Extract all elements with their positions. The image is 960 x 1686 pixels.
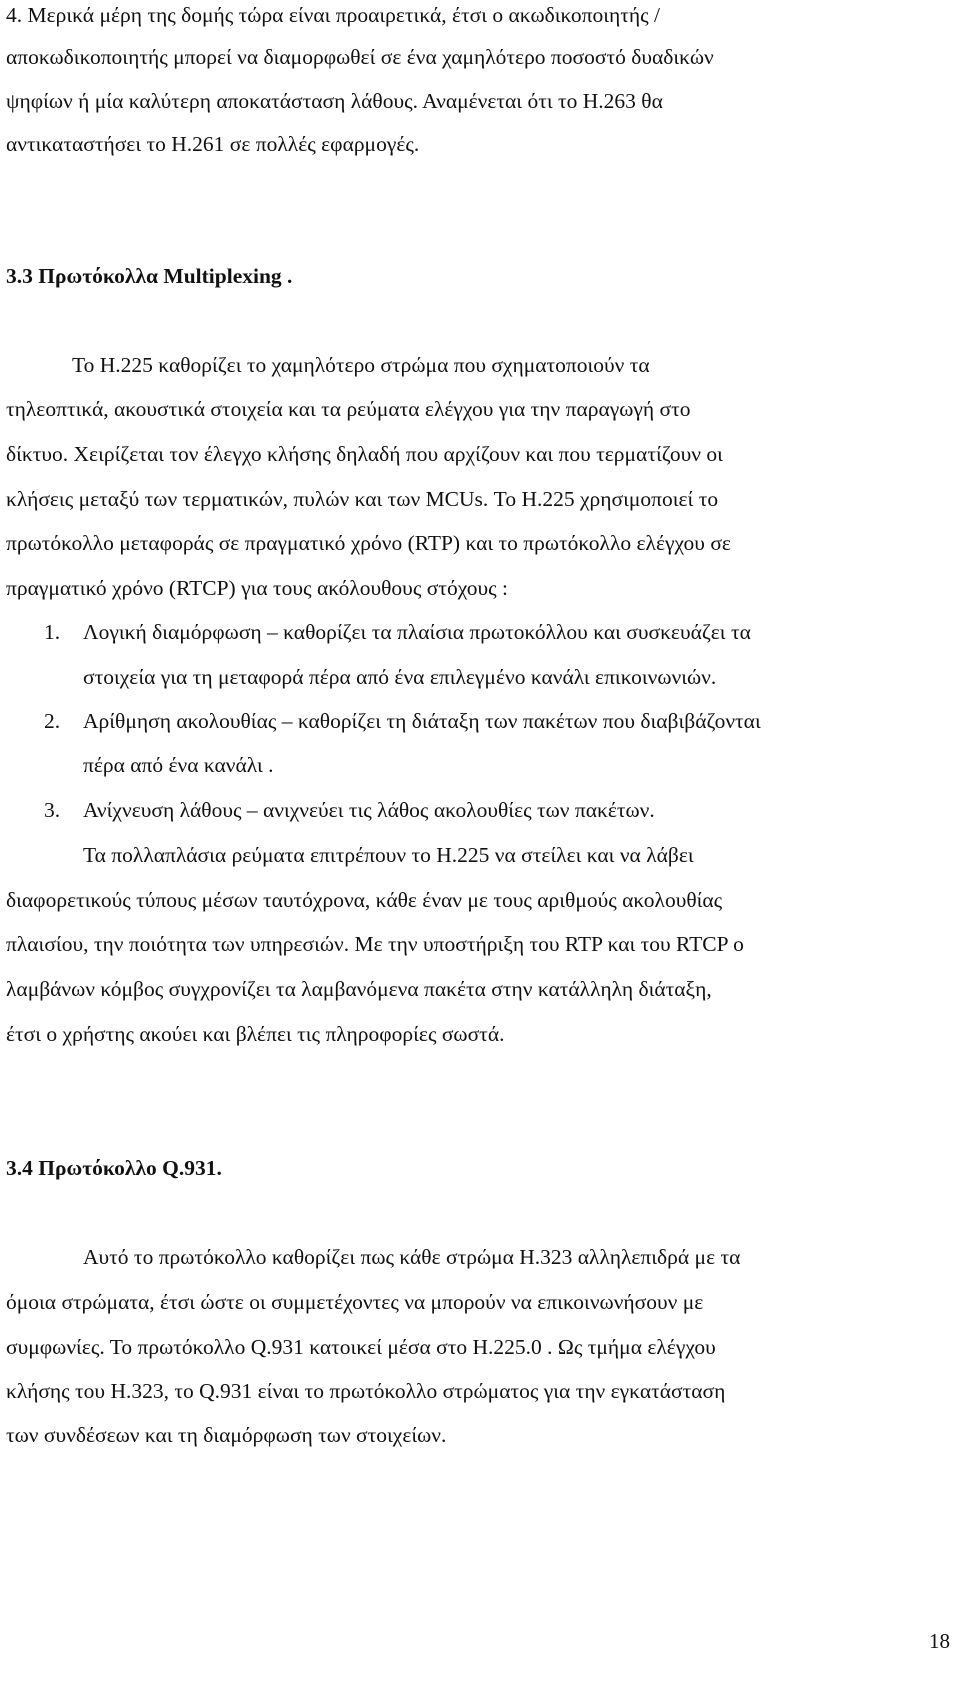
q931-line-5: των συνδέσεων και τη διαμόρφωση των στοιχείων.	[6, 1423, 447, 1447]
section-3-4-heading: 3.4 Πρωτόκολλο Q.931.	[6, 1156, 222, 1180]
intro-line-6: πραγματικό χρόνο (RTCP) για τους ακόλουθους στόχους :	[6, 576, 509, 600]
list-item-3-number: 3.	[44, 798, 61, 822]
item4-line-3: ψηφίων ή μία καλύτερη αποκατάσταση λάθους. Αναμένεται ότι το H.263 θα	[6, 89, 663, 113]
list-item-2-line-1: Αρίθμηση ακολουθίας – καθορίζει τη διάταξη των πακέτων που διαβιβάζονται	[83, 709, 761, 733]
item4-line-2: αποκωδικοποιητής μπορεί να διαμορφωθεί σε ένα χαμηλότερο ποσοστό δυαδικών	[6, 45, 714, 69]
page-number: 18	[929, 1629, 950, 1653]
intro-line-3: δίκτυο. Χειρίζεται τον έλεγχο κλήσης δηλαδή που αρχίζουν και που τερματίζουν οι	[6, 442, 723, 466]
list-item-3-line-1: Ανίχνευση λάθους – ανιχνεύει τις λάθος ακολουθίες των πακέτων.	[83, 798, 655, 822]
item4-line-1: 4. Μερικά μέρη της δομής τώρα είναι προαιρετικά, έτσι ο ακωδικοποιητής /	[6, 3, 661, 27]
para2-line-4: λαμβάνων κόμβος συγχρονίζει τα λαμβανόμενα πακέτα στην κατάλληλη διάταξη,	[6, 977, 712, 1001]
q931-line-1: Αυτό το πρωτόκολλο καθορίζει πως κάθε στρώμα H.323 αλληλεπιδρά με τα	[83, 1245, 741, 1269]
intro-line-4: κλήσεις μεταξύ των τερματικών, πυλών και των MCUs. Το H.225 χρησιμοποιεί το	[6, 487, 719, 511]
para2-line-5: έτσι ο χρήστης ακούει και βλέπει τις πληροφορίες σωστά.	[6, 1022, 505, 1046]
section-3-3-heading: 3.3 Πρωτόκολλα Multiplexing .	[6, 264, 293, 288]
para2-line-3: πλαισίου, την ποιότητα των υπηρεσιών. Με την υποστήριξη του RTP και του RTCP ο	[6, 932, 744, 956]
list-item-1-line-2: στοιχεία για τη μεταφορά πέρα από ένα επιλεγμένο κανάλι επικοινωνιών.	[83, 665, 717, 689]
q931-line-4: κλήσης του H.323, το Q.931 είναι το πρωτόκολλο στρώματος για την εγκατάσταση	[6, 1379, 726, 1403]
q931-line-2: όμοια στρώματα, έτσι ώστε οι συμμετέχοντες να μπορούν να επικοινωνήσουν με	[6, 1290, 704, 1314]
item4-line-4: αντικαταστήσει το H.261 σε πολλές εφαρμογές.	[6, 132, 420, 156]
intro-line-1: Το H.225 καθορίζει το χαμηλότερο στρώμα που σχηματοποιούν τα	[72, 353, 650, 377]
para2-line-1: Τα πολλαπλάσια ρεύματα επιτρέπουν το H.225 να στείλει και να λάβει	[83, 843, 694, 867]
list-item-1-number: 1.	[44, 620, 61, 644]
intro-line-2: τηλεοπτικά, ακουστικά στοιχεία και τα ρεύματα ελέγχου για την παραγωγή στο	[6, 397, 691, 421]
list-item-2-number: 2.	[44, 709, 61, 733]
para2-line-2: διαφορετικούς τύπους μέσων ταυτόχρονα, κάθε έναν με τους αριθμούς ακολουθίας	[6, 888, 723, 912]
q931-line-3: συμφωνίες. Το πρωτόκολλο Q.931 κατοικεί μέσα στο H.225.0 . Ως τμήμα ελέγχου	[6, 1335, 716, 1359]
list-item-2-line-2: πέρα από ένα κανάλι .	[83, 753, 274, 777]
list-item-1-line-1: Λογική διαμόρφωση – καθορίζει τα πλαίσια πρωτοκόλλου και συσκευάζει τα	[83, 620, 751, 644]
intro-line-5: πρωτόκολλο μεταφοράς σε πραγματικό χρόνο (RTP) και το πρωτόκολλο ελέγχου σε	[6, 531, 731, 555]
